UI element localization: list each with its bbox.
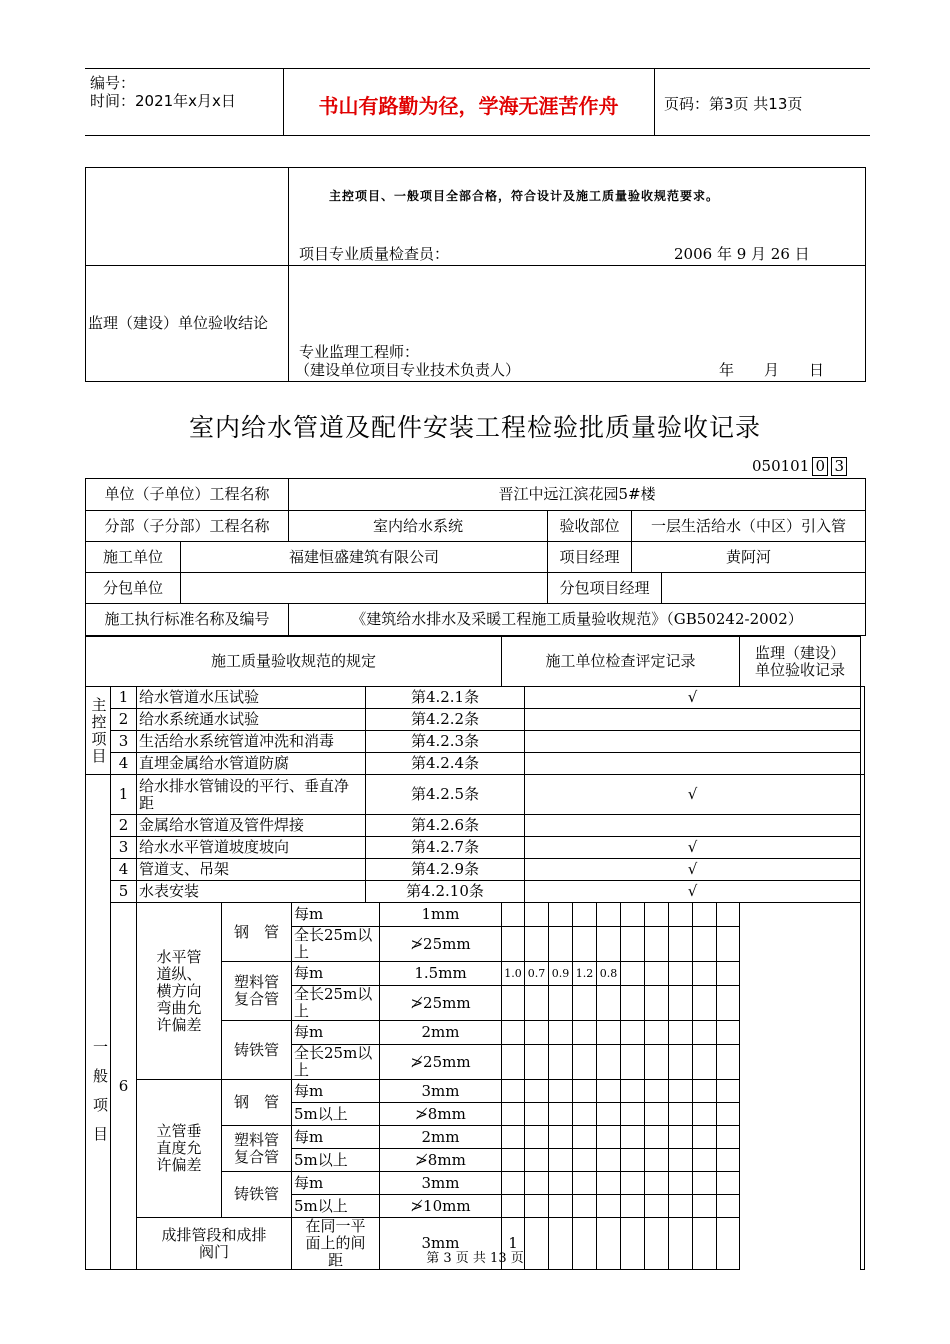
item6-desc: 5m以上 bbox=[292, 1149, 380, 1172]
measure-cell bbox=[717, 1021, 740, 1045]
item6-desc: 每m bbox=[292, 962, 380, 986]
measure-cell bbox=[621, 927, 645, 962]
measure-cell bbox=[573, 1045, 597, 1080]
measure-cell bbox=[573, 903, 597, 927]
measure-cell bbox=[645, 1126, 669, 1149]
measure-cell bbox=[669, 1021, 693, 1045]
measure-cell bbox=[502, 986, 525, 1021]
conclusion-blank-label bbox=[86, 168, 289, 266]
item6-material: 钢 管 bbox=[222, 1080, 292, 1126]
item6-desc: 每m bbox=[292, 1126, 380, 1149]
measure-cell bbox=[549, 1103, 573, 1126]
conclusion-table bbox=[85, 167, 866, 382]
measure-cell bbox=[525, 986, 549, 1021]
measure-cell bbox=[573, 1195, 597, 1218]
measure-cell bbox=[573, 986, 597, 1021]
measure-cell bbox=[717, 1103, 740, 1126]
measure-cell bbox=[669, 927, 693, 962]
contractor-value: 福建恒盛建筑有限公司 bbox=[181, 542, 548, 573]
item6-row-group: 成排管段和成排阀门 bbox=[137, 1218, 292, 1270]
measure-cell bbox=[549, 1080, 573, 1103]
measure-cell bbox=[621, 1195, 645, 1218]
measure-cell bbox=[621, 1149, 645, 1172]
engineer-label: 专业监理工程师： bbox=[299, 343, 420, 361]
measure-cell bbox=[693, 1149, 717, 1172]
main-item-no: 2 bbox=[111, 709, 137, 731]
main-item-result bbox=[525, 731, 861, 753]
item6-no: 6 bbox=[111, 903, 137, 1270]
measure-cell bbox=[669, 1126, 693, 1149]
measure-cell bbox=[502, 903, 525, 927]
header-bottom-rule bbox=[85, 135, 870, 136]
measure-cell bbox=[669, 1080, 693, 1103]
measure-cell bbox=[573, 1172, 597, 1195]
general-item-name: 水表安装 bbox=[137, 881, 366, 903]
general-item-no: 5 bbox=[111, 881, 137, 903]
sub-value bbox=[181, 573, 548, 604]
measure-cell bbox=[693, 1103, 717, 1126]
inspector-date: 2006 年 9 月 26 日 bbox=[674, 245, 810, 263]
measure-cell bbox=[645, 1195, 669, 1218]
measure-cell bbox=[693, 1126, 717, 1149]
main-item-name: 生活给水系统管道冲洗和消毒 bbox=[137, 731, 366, 753]
measure-cell bbox=[525, 1103, 549, 1126]
general-item-name: 金属给水管道及管件焊接 bbox=[137, 815, 366, 837]
item6-tolerance: ≯8mm bbox=[380, 1103, 502, 1126]
measure-cell bbox=[502, 1126, 525, 1149]
general-item-result: √ bbox=[525, 775, 861, 815]
measure-cell bbox=[502, 1172, 525, 1195]
item6-tolerance: ≯25mm bbox=[380, 1045, 502, 1080]
measure-cell bbox=[502, 927, 525, 962]
measure-cell: 1.0 bbox=[502, 962, 525, 986]
main-item-name: 直埋金属给水管道防腐 bbox=[137, 753, 366, 775]
general-item-clause: 第4.2.6条 bbox=[366, 815, 525, 837]
measure-cell bbox=[669, 986, 693, 1021]
main-item-clause: 第4.2.2条 bbox=[366, 709, 525, 731]
code-box-2: 3 bbox=[831, 457, 847, 476]
measure-cell bbox=[525, 1195, 549, 1218]
measure-cell bbox=[717, 1126, 740, 1149]
division-label: 分部（子分部）工程名称 bbox=[86, 511, 289, 542]
item6-row-desc: 在同一平面上的间距 bbox=[292, 1218, 380, 1270]
measure-cell bbox=[502, 1149, 525, 1172]
header-date: 时间：2021年x月x日 bbox=[90, 92, 236, 110]
measure-cell bbox=[621, 1045, 645, 1080]
measure-cell bbox=[717, 1080, 740, 1103]
general-item-clause: 第4.2.7条 bbox=[366, 837, 525, 859]
contractor-label: 施工单位 bbox=[86, 542, 181, 573]
measure-cell bbox=[669, 1103, 693, 1126]
part-label: 验收部位 bbox=[548, 511, 632, 542]
document-code bbox=[752, 457, 847, 476]
col-record-header: 施工单位检查评定记录 bbox=[502, 637, 740, 687]
unit-label: 单位（子单位）工程名称 bbox=[86, 479, 289, 511]
inspection-table bbox=[85, 636, 865, 1270]
item6-desc: 5m以上 bbox=[292, 1195, 380, 1218]
measure-cell bbox=[621, 1126, 645, 1149]
measure-cell bbox=[645, 986, 669, 1021]
general-item-result bbox=[525, 815, 861, 837]
measure-cell bbox=[669, 962, 693, 986]
item6-material: 铸铁管 bbox=[222, 1021, 292, 1080]
measure-cell bbox=[693, 1195, 717, 1218]
item6-material: 塑料管复合管 bbox=[222, 962, 292, 1021]
measure-cell bbox=[525, 1045, 549, 1080]
measure-cell bbox=[669, 1149, 693, 1172]
item6-tolerance: 3mm bbox=[380, 1080, 502, 1103]
main-item-result bbox=[525, 709, 861, 731]
measure-cell bbox=[573, 1080, 597, 1103]
measure-cell bbox=[717, 903, 740, 927]
measure-cell bbox=[597, 1172, 621, 1195]
supervise-line-1: 监理（建设） bbox=[755, 643, 846, 662]
measure-cell bbox=[597, 1195, 621, 1218]
general-item-name: 给水水平管道坡度坡向 bbox=[137, 837, 366, 859]
item6-desc: 全长25m以上 bbox=[292, 1045, 380, 1080]
measure-cell: 1 bbox=[502, 1218, 525, 1270]
measure-cell bbox=[669, 1172, 693, 1195]
item6-group-label: 水平管道纵、横方向弯曲允许偏差 bbox=[137, 903, 222, 1080]
measure-cell bbox=[645, 1149, 669, 1172]
measure-cell bbox=[549, 1126, 573, 1149]
measure-cell bbox=[573, 1149, 597, 1172]
item6-tolerance: 2mm bbox=[380, 1126, 502, 1149]
measure-cell bbox=[717, 1195, 740, 1218]
measure-cell bbox=[645, 1080, 669, 1103]
sub-pm-label: 分包项目经理 bbox=[548, 573, 662, 604]
measure-cell bbox=[549, 903, 573, 927]
measure-cell bbox=[549, 1021, 573, 1045]
measure-cell bbox=[597, 1045, 621, 1080]
measure-cell bbox=[525, 927, 549, 962]
page-footer: 第 3 页 共 13 页 bbox=[426, 1251, 524, 1266]
item6-material: 钢 管 bbox=[222, 903, 292, 962]
item6-desc: 全长25m以上 bbox=[292, 986, 380, 1021]
measure-cell bbox=[717, 986, 740, 1021]
item6-tolerance: 1mm bbox=[380, 903, 502, 927]
code-box-1: 0 bbox=[812, 457, 828, 476]
measure-cell: 0.7 bbox=[525, 962, 549, 986]
measure-cell bbox=[621, 1172, 645, 1195]
supervisor-title: 监理（建设）单位验收结论 bbox=[86, 266, 289, 382]
item6-tolerance: 2mm bbox=[380, 1021, 502, 1045]
general-item-result: √ bbox=[525, 837, 861, 859]
measure-cell bbox=[525, 1149, 549, 1172]
item6-tolerance: ≯8mm bbox=[380, 1149, 502, 1172]
measure-cell bbox=[525, 1021, 549, 1045]
item6-desc: 全长25m以上 bbox=[292, 927, 380, 962]
measure-cell bbox=[549, 927, 573, 962]
document-title: 室内给水管道及配件安装工程检验批质量验收记录 bbox=[188, 413, 761, 442]
measure-cell bbox=[573, 1126, 597, 1149]
general-item-result: √ bbox=[525, 881, 861, 903]
measure-cell bbox=[525, 1172, 549, 1195]
measure-cell bbox=[621, 986, 645, 1021]
measure-cell bbox=[717, 927, 740, 962]
standard-label: 施工执行标准名称及编号 bbox=[86, 604, 289, 636]
measure-cell bbox=[693, 1045, 717, 1080]
measure-cell bbox=[645, 962, 669, 986]
main-supervise-cell bbox=[861, 687, 865, 775]
item6-material: 塑料管复合管 bbox=[222, 1126, 292, 1172]
measure-cell bbox=[669, 903, 693, 927]
general-item-clause: 第4.2.9条 bbox=[366, 859, 525, 881]
general-item-name: 管道支、吊架 bbox=[137, 859, 366, 881]
measure-cell bbox=[525, 1080, 549, 1103]
measure-cell bbox=[525, 1126, 549, 1149]
measure-cell bbox=[502, 1195, 525, 1218]
item6-tolerance: ≯25mm bbox=[380, 986, 502, 1021]
main-item-name: 给水系统通水试验 bbox=[137, 709, 366, 731]
item6-desc: 每m bbox=[292, 1080, 380, 1103]
measure-cell bbox=[549, 1195, 573, 1218]
general-item-no: 4 bbox=[111, 859, 137, 881]
item6-tolerance: 1.5mm bbox=[380, 962, 502, 986]
construction-result: 主控项目、一般项目全部合格，符合设计及施工质量验收规范要求。 bbox=[329, 189, 720, 203]
construction-result-cell bbox=[289, 168, 866, 266]
unit-value: 晋江中远江滨花园5#楼 bbox=[289, 479, 866, 511]
measure-cell bbox=[549, 1172, 573, 1195]
measure-cell bbox=[573, 1021, 597, 1045]
main-item-no: 4 bbox=[111, 753, 137, 775]
measure-cell bbox=[693, 962, 717, 986]
item6-desc: 每m bbox=[292, 1172, 380, 1195]
main-item-result bbox=[525, 753, 861, 775]
owner-label: （建设单位项目专业技术负责人） bbox=[295, 361, 521, 379]
measure-cell bbox=[693, 1080, 717, 1103]
general-items-label: 一般项目 bbox=[86, 775, 111, 1270]
standard-value: 《建筑给水排水及采暖工程施工质量验收规范》（GB50242-2002） bbox=[289, 604, 866, 636]
code-prefix: 050101 bbox=[752, 457, 810, 475]
measure-cell bbox=[645, 1021, 669, 1045]
general-item-name: 给水排水管铺设的平行、垂直净距 bbox=[137, 775, 366, 815]
main-item-clause: 第4.2.1条 bbox=[366, 687, 525, 709]
col-supervise-header bbox=[740, 637, 861, 687]
main-item-no: 3 bbox=[111, 731, 137, 753]
item6-desc: 每m bbox=[292, 903, 380, 927]
main-item-clause: 第4.2.4条 bbox=[366, 753, 525, 775]
pm-value: 黄阿河 bbox=[632, 542, 866, 573]
measure-cell bbox=[669, 1195, 693, 1218]
general-item-clause: 第4.2.5条 bbox=[366, 775, 525, 815]
measure-cell bbox=[669, 1045, 693, 1080]
item6-row-tolerance: 3mm bbox=[380, 1218, 502, 1270]
item6-desc: 5m以上 bbox=[292, 1103, 380, 1126]
main-item-name: 给水管道水压试验 bbox=[137, 687, 366, 709]
header-divider-2 bbox=[654, 68, 655, 136]
project-info-table bbox=[85, 478, 866, 636]
col-spec-header: 施工质量验收规范的规定 bbox=[86, 637, 502, 687]
supervisor-date: 年 月 日 bbox=[719, 361, 825, 379]
main-item-result: √ bbox=[525, 687, 861, 709]
inspector-label: 项目专业质量检查员： bbox=[299, 245, 450, 263]
measure-cell: 0.9 bbox=[549, 962, 573, 986]
measure-cell bbox=[597, 927, 621, 962]
pm-label: 项目经理 bbox=[548, 542, 632, 573]
measure-cell bbox=[621, 1080, 645, 1103]
measure-cell bbox=[525, 903, 549, 927]
item6-tolerance: ≯10mm bbox=[380, 1195, 502, 1218]
part-value: 一层生活给水（中区）引入管 bbox=[632, 511, 866, 542]
measure-cell bbox=[717, 1045, 740, 1080]
measure-cell bbox=[717, 1149, 740, 1172]
measure-cell bbox=[693, 903, 717, 927]
measure-cell bbox=[502, 1021, 525, 1045]
item6-tolerance: ≯25mm bbox=[380, 927, 502, 962]
main-items-label: 主控项目 bbox=[86, 687, 111, 775]
sub-pm-value bbox=[662, 573, 866, 604]
division-value: 室内给水系统 bbox=[289, 511, 548, 542]
main-item-clause: 第4.2.3条 bbox=[366, 731, 525, 753]
measure-cell bbox=[549, 1045, 573, 1080]
measure-cell bbox=[573, 1103, 597, 1126]
measure-cell bbox=[621, 903, 645, 927]
measure-cell bbox=[549, 986, 573, 1021]
measure-cell bbox=[693, 1021, 717, 1045]
measure-cell bbox=[621, 1103, 645, 1126]
item6-desc: 每m bbox=[292, 1021, 380, 1045]
item6-group-label: 立管垂直度允许偏差 bbox=[137, 1080, 222, 1218]
measure-cell bbox=[597, 903, 621, 927]
measure-cell bbox=[645, 903, 669, 927]
measure-cell bbox=[645, 1045, 669, 1080]
sub-label: 分包单位 bbox=[86, 573, 181, 604]
supervise-line-2: 单位验收记录 bbox=[755, 660, 846, 679]
measure-cell bbox=[597, 1149, 621, 1172]
measure-cell bbox=[502, 1045, 525, 1080]
measure-cell bbox=[502, 1103, 525, 1126]
measure-cell bbox=[502, 1080, 525, 1103]
measure-cell bbox=[717, 1172, 740, 1195]
measure-cell bbox=[621, 1021, 645, 1045]
measure-cell bbox=[597, 1021, 621, 1045]
measure-cell bbox=[693, 986, 717, 1021]
general-supervise-cell bbox=[861, 775, 865, 1270]
general-item-no: 3 bbox=[111, 837, 137, 859]
general-item-no: 2 bbox=[111, 815, 137, 837]
measure-cell bbox=[597, 1126, 621, 1149]
main-item-no: 1 bbox=[111, 687, 137, 709]
general-item-clause: 第4.2.10条 bbox=[366, 881, 525, 903]
header-page: 页码：第3页 共13页 bbox=[664, 95, 803, 113]
header-top-rule bbox=[85, 68, 870, 69]
item6-tolerance: 3mm bbox=[380, 1172, 502, 1195]
measure-cell bbox=[645, 927, 669, 962]
supervisor-cell bbox=[289, 266, 866, 382]
measure-cell bbox=[645, 1172, 669, 1195]
measure-cell bbox=[549, 1149, 573, 1172]
measure-cell: 1.2 bbox=[573, 962, 597, 986]
header-slogan: 书山有路勤为径，学海无涯苦作舟 bbox=[318, 94, 619, 118]
item6-material: 铸铁管 bbox=[222, 1172, 292, 1218]
measure-cell bbox=[717, 962, 740, 986]
measure-cell bbox=[621, 962, 645, 986]
measure-cell bbox=[645, 1103, 669, 1126]
header-number: 编号： bbox=[90, 74, 136, 92]
measure-cell bbox=[597, 986, 621, 1021]
measure-cell bbox=[693, 927, 717, 962]
measure-cell bbox=[597, 1103, 621, 1126]
measure-cell bbox=[597, 1080, 621, 1103]
measure-cell bbox=[573, 927, 597, 962]
general-item-no: 1 bbox=[111, 775, 137, 815]
general-item-result: √ bbox=[525, 859, 861, 881]
measure-cell bbox=[693, 1172, 717, 1195]
measure-cell: 0.8 bbox=[597, 962, 621, 986]
